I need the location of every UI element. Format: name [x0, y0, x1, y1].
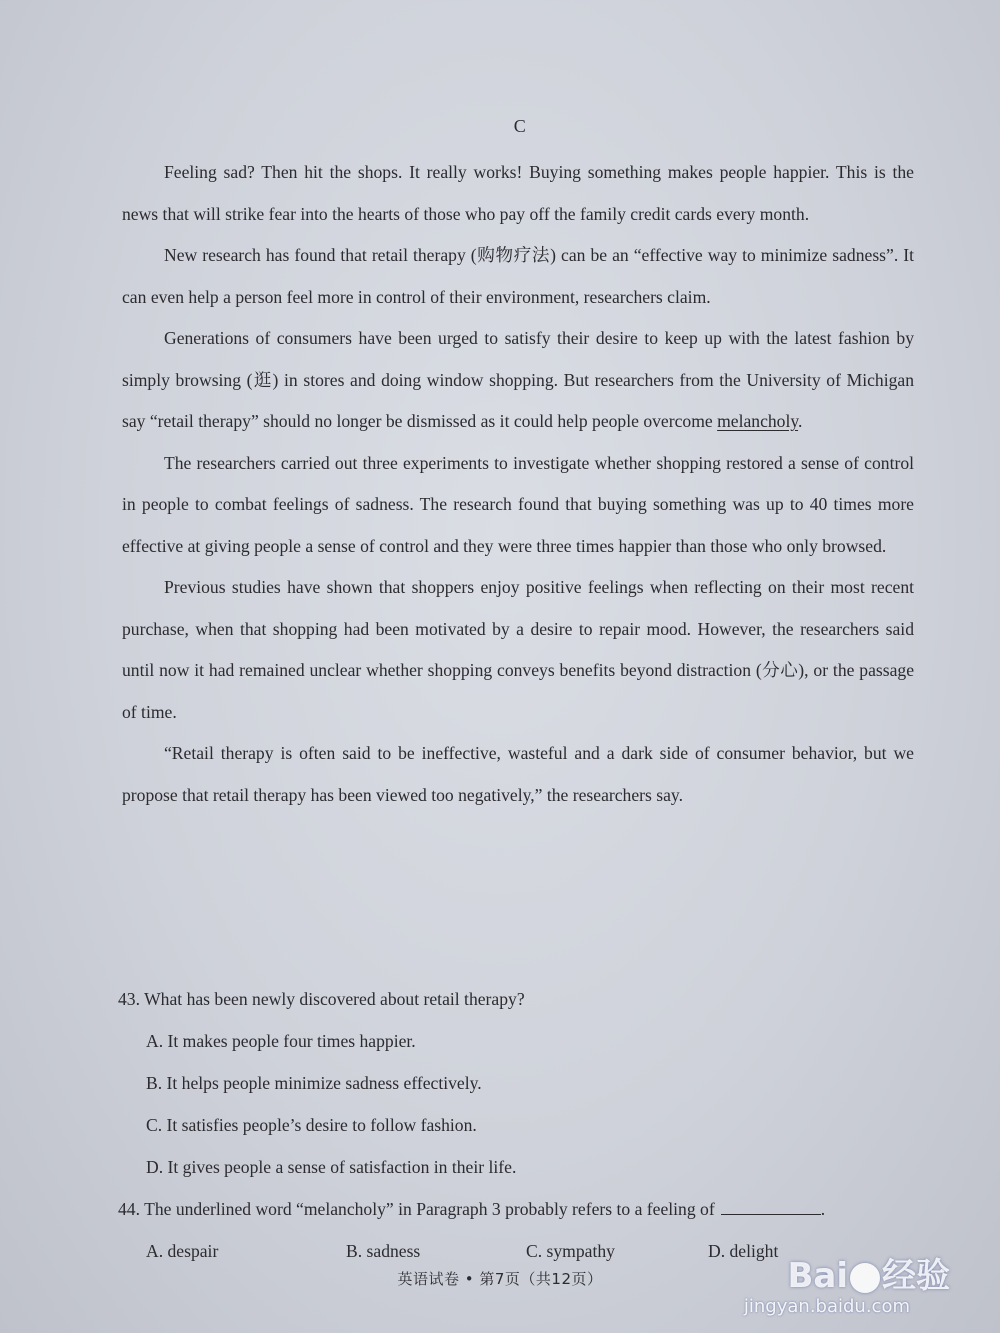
- page-footer: 英语试卷 • 第7页（共12页）: [397, 1270, 603, 1288]
- paragraph-5: Previous studies have shown that shoppers enjoy positive feelings when reflecting on their most recent purchase, when that shopping had been motivated by a desire to repair mood. However, the researchers said until now it had remained unclear whether shopping conveys benefits beyond distraction (分心), or the passage of time.: [122, 577, 914, 722]
- paragraph-6: “Retail therapy is often said to be ineffective, wasteful and a dark side of consumer behavior, but we propose that retail therapy has been viewed too negatively,” the researchers say.: [122, 743, 914, 805]
- watermark-logo-left: Bai: [787, 1256, 848, 1296]
- baidu-watermark: [730, 1248, 950, 1328]
- paragraph-3: [122, 318, 914, 443]
- underlined-word: melancholy: [717, 411, 799, 431]
- question-43-option-c: C. It satisfies people’s desire to follow fashion.: [146, 1115, 477, 1135]
- question-43-option-a: A. It makes people four times happier.: [146, 1031, 416, 1051]
- paragraph-3-text: Generations of consumers have been urged to satisfy their desire to keep up with the latest fashion by simply browsing (逛) in stores and doing window shopping. But researchers from the University of Michigan say “retail therapy” should no longer be dismissed as it could help people overcome: [122, 328, 914, 431]
- watermark-logo-right: 经验: [882, 1256, 950, 1296]
- question-44-option-b: B. sadness: [346, 1241, 421, 1261]
- question-44-end: .: [820, 1199, 826, 1219]
- paragraph-3-end: .: [798, 411, 803, 431]
- question-44-option-d: D. delight: [708, 1241, 779, 1261]
- question-43-option-b: B. It helps people minimize sadness effectively.: [146, 1073, 482, 1093]
- question-43-stem: 43. What has been newly discovered about retail therapy?: [118, 989, 525, 1009]
- question-44-option-a: A. despair: [146, 1241, 219, 1261]
- paw-icon: [850, 1263, 880, 1293]
- question-43-option-d: D. It gives people a sense of satisfaction in their life.: [146, 1157, 517, 1177]
- paragraph-2: New research has found that retail therapy (购物疗法) can be an “effective way to minimize sadness”. It can even help a person feel more in control of their environment, researchers claim.: [122, 245, 914, 307]
- question-44-stem: [118, 1188, 918, 1230]
- question-44-text: 44. The underlined word “melancholy” in Paragraph 3 probably refers to a feeling of: [118, 1199, 715, 1219]
- reading-passage: [122, 152, 914, 816]
- watermark-logo: [787, 1248, 950, 1297]
- question-block: [118, 978, 918, 1272]
- question-44-option-c: C. sympathy: [526, 1241, 615, 1261]
- paragraph-4: The researchers carried out three experiments to investigate whether shopping restored a sense of control in people to combat feelings of sadness. The research found that buying something was up to 40 times more effective at giving people a sense of control and they were three times happier than those who only browsed.: [122, 452, 914, 556]
- watermark-url: jingyan.baidu.com: [743, 1296, 910, 1317]
- answer-blank: [721, 1198, 821, 1215]
- section-letter: C: [513, 116, 527, 136]
- paragraph-1: Feeling sad? Then hit the shops. It really works! Buying something makes people happier. This is the news that will strike fear into the hearts of those who pay off the family credit cards every month.: [122, 162, 914, 224]
